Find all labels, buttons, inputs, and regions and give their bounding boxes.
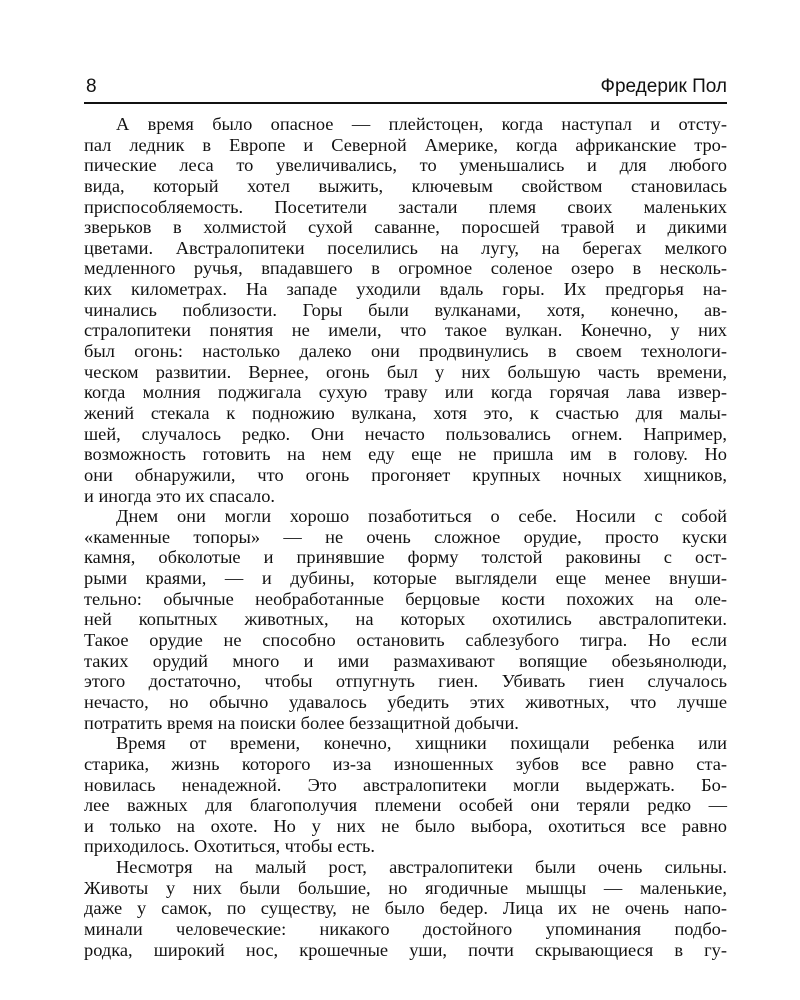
text-line: Несмотря на малый рост, австралопитеки были очень сильны.	[116, 857, 727, 878]
text-line: «каменные топоры» — не очень сложное орудие, просто куски	[84, 526, 727, 547]
text-line: ких километрах. На западе уходили вдаль горы. Их предгорья на-	[84, 279, 727, 300]
text-line: возможность готовить на нем еду еще не пришла им в голову. Но	[84, 444, 727, 465]
text-line: этого достаточно, чтобы отпугнуть гиен. Убивать гиен случалось	[84, 671, 727, 692]
text-line: пические леса то увеличивались, то уменьшались и для любого	[84, 155, 727, 176]
text-line: даже у самок, по существу, не было бедер. Лица их не очень напо-	[84, 898, 727, 919]
text-line: они обнаружили, что огонь прогоняет крупных ночных хищников,	[84, 464, 727, 485]
text-line: был огонь: настолько далеко они продвинулись в своем технологи-	[84, 341, 727, 362]
text-line: старика, жизнь которого из-за изношенных зубов все равно ста-	[84, 753, 727, 774]
text-line: вида, который хотел выжить, ключевым свойством становилась	[84, 175, 727, 196]
text-line: зверьков в холмистой сухой саванне, поросшей травой и дикими	[84, 217, 727, 238]
text-line: приходилось. Охотиться, чтобы есть.	[84, 836, 376, 857]
text-line: рыми краями, — и дубины, которые выглядели еще менее внуши-	[84, 568, 727, 589]
text-line: потратить время на поиски более беззащитной добычи.	[84, 712, 519, 733]
text-line: когда молния поджигала сухую траву или когда горячая лава извер-	[84, 382, 727, 403]
text-line: цветами. Австралопитеки поселились на лугу, на берегах мелкого	[84, 237, 727, 258]
text-line: Такое орудие не способно остановить саблезубого тигра. Но если	[84, 630, 727, 651]
text-line: чинались поблизости. Горы были вулканами, хотя, конечно, ав-	[84, 299, 727, 320]
text-line: А время было опасное — плейстоцен, когда наступал и отсту-	[116, 114, 727, 134]
text-line: нечасто, но обычно удавалось убедить этих животных, что лучше	[84, 691, 727, 712]
text-line: пал ледник в Европе и Северной Америке, когда африканские тро-	[84, 134, 727, 155]
running-header	[84, 76, 727, 100]
text-line: жений стекала к подножию вулкана, хотя это, к счастью для малы-	[84, 402, 727, 423]
paragraph	[84, 114, 727, 506]
text-line: тельно: обычные необработанные берцовые кости похожих на оле-	[84, 588, 727, 609]
text-line: Днем они могли хорошо позаботиться о себе. Носили с собой	[116, 506, 727, 527]
text-line: приспособляемость. Посетители застали племя своих маленьких	[84, 196, 727, 217]
text-line: Животы у них были большие, но ягодичные мышцы — маленькие,	[84, 877, 727, 898]
running-title-author: Фредерик Пол	[600, 76, 727, 97]
text-line: лее важных для благополучия племени особей они теряли редко —	[84, 795, 727, 816]
text-line: и только на охоте. Но у них не было выбора, охотиться все равно	[84, 815, 727, 836]
text-line: стралопитеки понятия не имели, что такое вулкан. Конечно, у них	[84, 320, 727, 341]
text-line: медленного ручья, впадавшего в огромное соленое озеро в несколь-	[84, 258, 727, 279]
text-line: таких орудий много и ими размахивают вопящие обезьянолюди,	[84, 650, 727, 671]
text-line: камня, обколотые и принявшие форму толстой раковины с ост-	[84, 547, 727, 568]
body-text	[84, 114, 727, 960]
text-line: новилась ненадежной. Это австралопитеки могли выдержать. Бо-	[84, 774, 727, 795]
header-rule	[84, 102, 727, 104]
paragraph	[84, 506, 727, 733]
paragraph	[84, 733, 727, 857]
text-line: родка, широкий нос, крошечные уши, почти скрывающиеся в гу-	[84, 939, 727, 960]
text-line: и иногда это их спасало.	[84, 485, 276, 506]
paragraph	[84, 857, 727, 960]
text-line: минали человеческие: никакого достойного упоминания подбо-	[84, 918, 727, 939]
page-number: 8	[86, 76, 97, 97]
text-line: ней копытных животных, на которых охотились австралопитеки.	[84, 609, 727, 630]
text-line: Время от времени, конечно, хищники похищали ребенка или	[116, 733, 727, 754]
text-line: шей, случалось редко. Они нечасто пользовались огнем. Например,	[84, 423, 727, 444]
text-line: ческом развитии. Вернее, огонь был у них большую часть времени,	[84, 361, 727, 382]
